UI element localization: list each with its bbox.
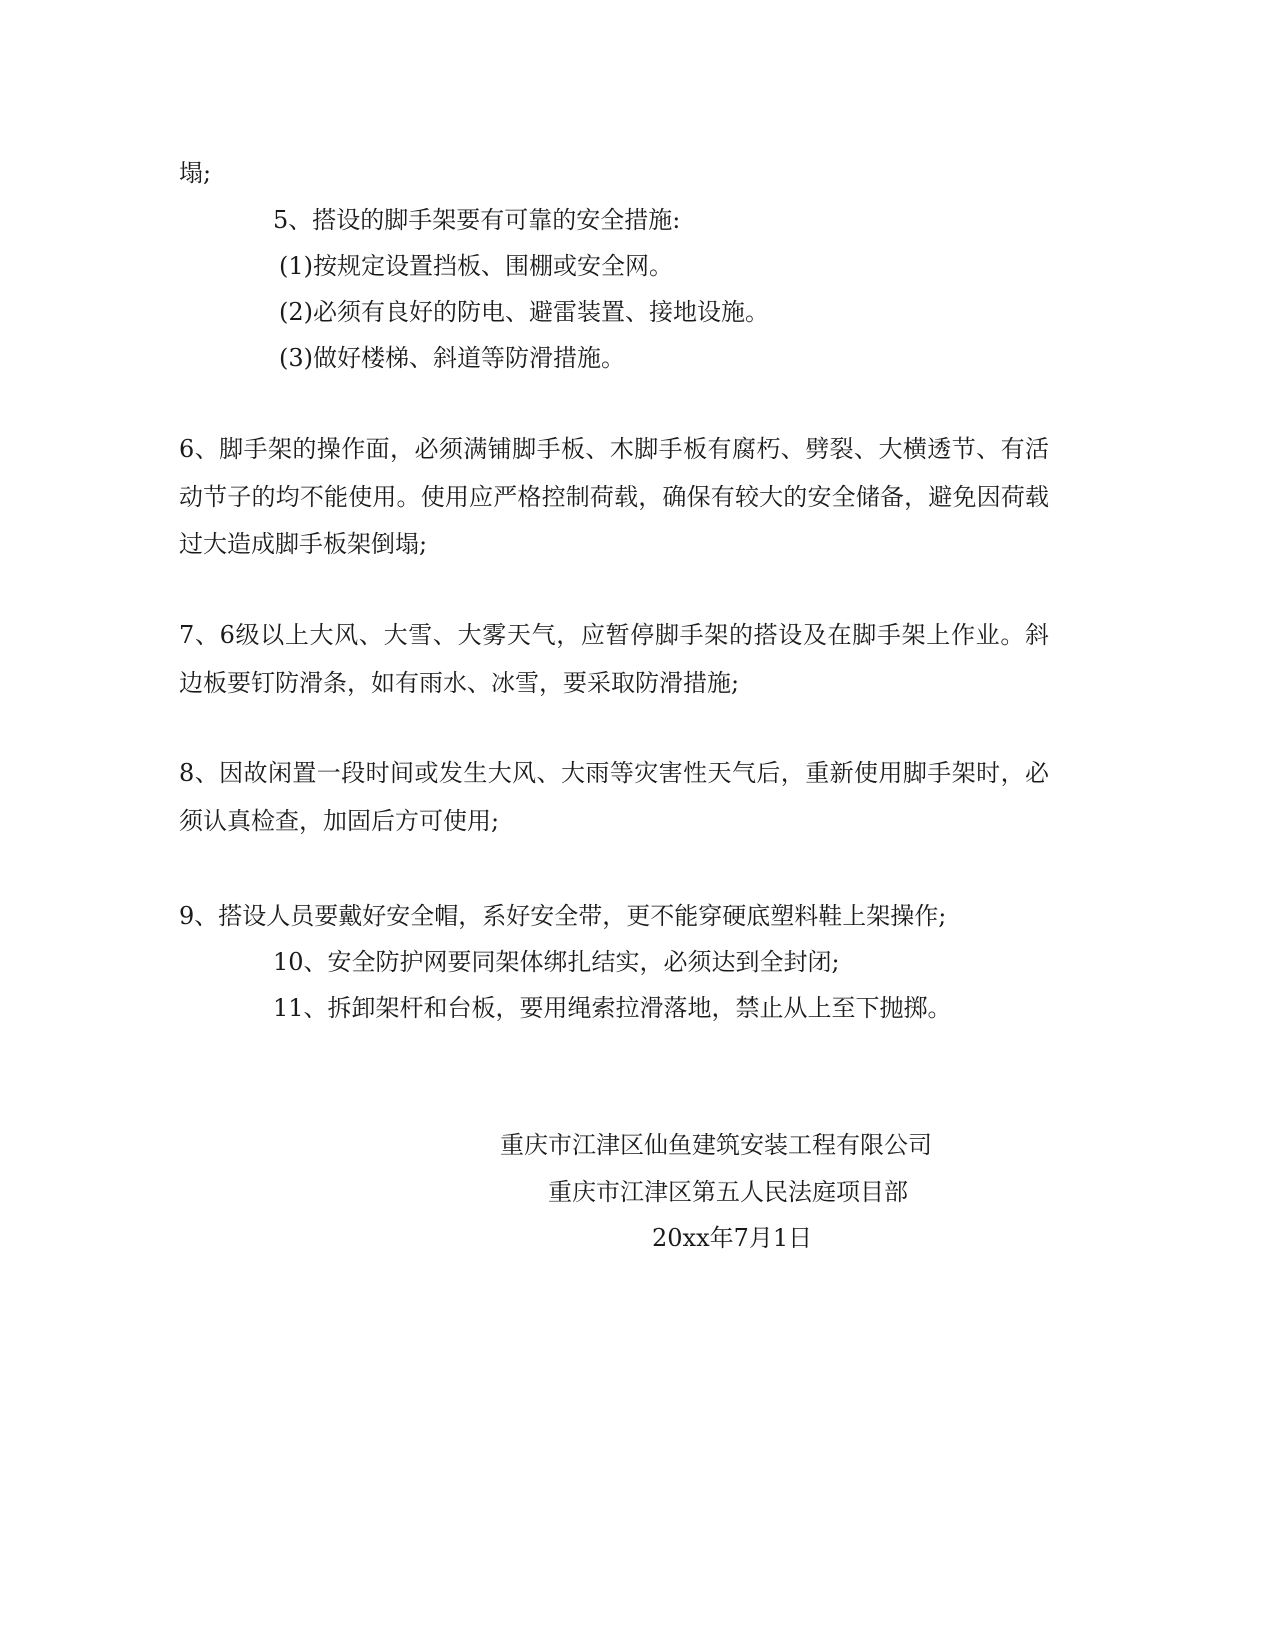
item-6-paragraph: 6、脚手架的操作面，必须满铺脚手板、木脚手板有腐朽、劈裂、大横透节、有活动节子的均不能使用。使用应严格控制荷载，确保有较大的安全储备，避免因荷载过大造成脚手板架倒塌; xyxy=(179,435,1049,558)
item-9-text: 9、搭设人员要戴好安全帽，系好安全带，更不能穿硬底塑料鞋上架操作; xyxy=(179,902,947,930)
item-5-subitem-3: (3)做好楼梯、斜道等防滑措施。 xyxy=(279,344,625,372)
item-10-text: 10、安全防护网要同架体绑扎结实，必须达到全封闭; xyxy=(273,948,840,976)
item-7-paragraph: 7、6级以上大风、大雪、大雾天气，应暂停脚手架的搭设及在脚手架上作业。斜边板要钉防滑条，如有雨水、冰雪，要采取防滑措施; xyxy=(179,621,1049,697)
continuation-text: 塌; xyxy=(179,159,212,187)
signature-date: 20xx年7月1日 xyxy=(652,1224,813,1252)
item-8-paragraph: 8、因故闲置一段时间或发生大风、大雨等灾害性天气后，重新使用脚手架时，必须认真检查，加固后方可使用; xyxy=(179,759,1049,835)
item-5-subitem-2: (2)必须有良好的防电、避雷装置、接地设施。 xyxy=(279,298,769,326)
item-5-subitem-1: (1)按规定设置挡板、围棚或安全网。 xyxy=(279,252,673,280)
item-5-heading: 5、搭设的脚手架要有可靠的安全措施: xyxy=(273,206,681,234)
signature-company: 重庆市江津区仙鱼建筑安装工程有限公司 xyxy=(500,1131,932,1159)
signature-project: 重庆市江津区第五人民法庭项目部 xyxy=(548,1178,908,1206)
item-11-text: 11、拆卸架杆和台板，要用绳索拉滑落地，禁止从上至下抛掷。 xyxy=(273,994,952,1022)
